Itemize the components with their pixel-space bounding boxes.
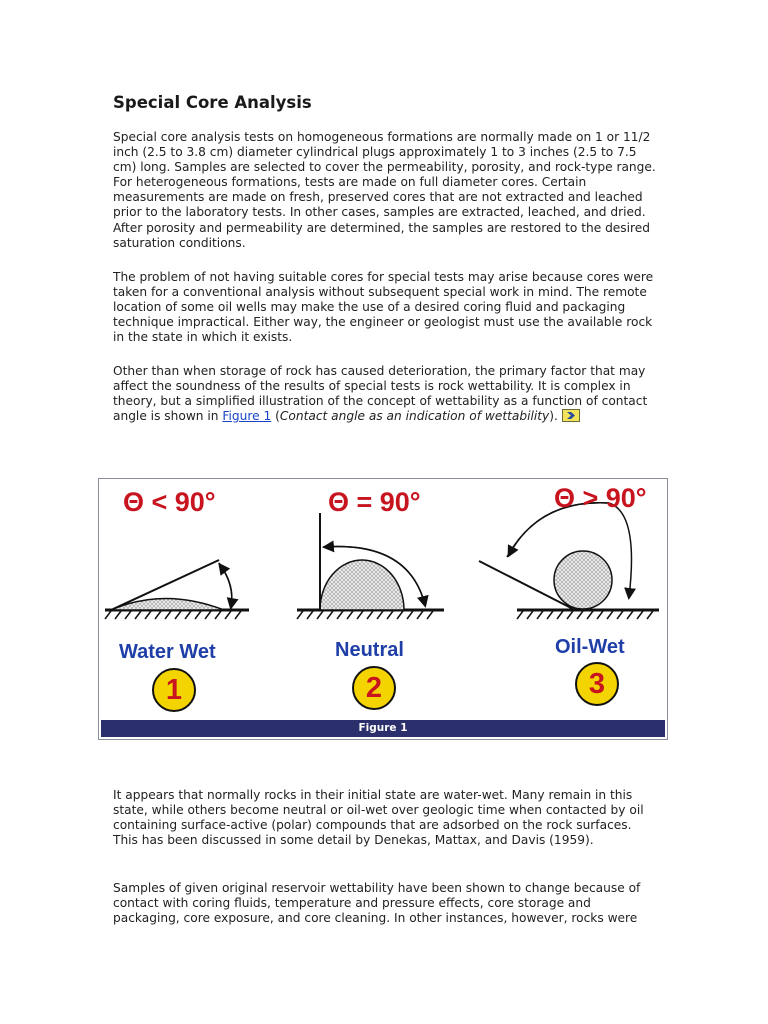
badge-3: 3 [575,662,619,706]
figure-1-link[interactable]: Figure 1 [222,409,272,424]
panel-neutral-drawing [297,513,444,619]
label-neutral: Neutral [335,639,404,661]
figure-1 [98,478,668,740]
paragraph-5: Samples of given original reservoir wettability have been shown to change because of contact with coring fluids, temperature and pressure effects, core storage and packaging, core exposure, and core cleaning. In other instances, however, rocks were [113,881,641,926]
label-water-wet: Water Wet [119,641,216,663]
label-oil-wet: Oil-Wet [555,636,625,658]
panel-oil-wet-drawing [479,503,659,619]
figure-caption: Figure 1 [101,720,665,737]
paragraph-1: Special core analysis tests on homogeneous formations are normally made on 1 or 11/2 inch (2.5 to 3.8 cm) diameter cylindrical plugs approximately 1 to 3 inches (2.5 to 7.5 cm) long. Samples are selected to cover the permeability, porosity, and rock-type range. For heterogeneous formations, tests are made on full diameter cores. Certain measurements are made on fresh, preserved cores that are not extracted and leached prior to the laboratory tests. In other cases, samples are extracted, leached, and dried. After porosity and permeability are determined, the samples are restored to the desired saturation conditions. [113,130,656,250]
figure-1-caption-text: Contact angle as an indication of wettability [279,409,550,424]
paragraph-4: It appears that normally rocks in their initial state are water-wet. Many remain in this state, while others become neutral or oil-wet over geologic time when contacted by oil containing surface-active (polar) compounds that are adsorbed on the rock surfaces. This has been discussed in some detail by Denekas, Mattax, and Davis (1959). [113,788,644,848]
angle-greater-than-90: Θ > 90° [554,483,647,513]
paren-close: ). [549,409,558,424]
paragraph-3-text: Other than when storage of rock has caused deterioration, the primary factor that may affect the soundness of the results of special tests is rock wettability. It is complex in theory, but a simplified illustration of the concept of wettability as a function of contact angle is shown in [113,364,648,424]
badge-1: 1 [152,668,196,712]
angle-less-than-90: Θ < 90° [123,487,216,517]
go-arrow-icon[interactable] [562,409,580,422]
paragraph-2: The problem of not having suitable cores for special tests may arise because cores were taken for a conventional analysis without subsequent special work in mind. The remote location of some oil wells may make the use of a desired coring fluid and packaging technique impractical. Either way, the engineer or geologist must use the available rock in the state in which it exists. [113,270,654,345]
panel-water-wet-drawing [105,560,249,619]
badge-2: 2 [352,666,396,710]
paragraph-3 [113,364,658,424]
angle-equal-90: Θ = 90° [328,487,421,517]
page-title: Special Core Analysis [113,93,312,112]
paren-open: ( [271,409,280,424]
